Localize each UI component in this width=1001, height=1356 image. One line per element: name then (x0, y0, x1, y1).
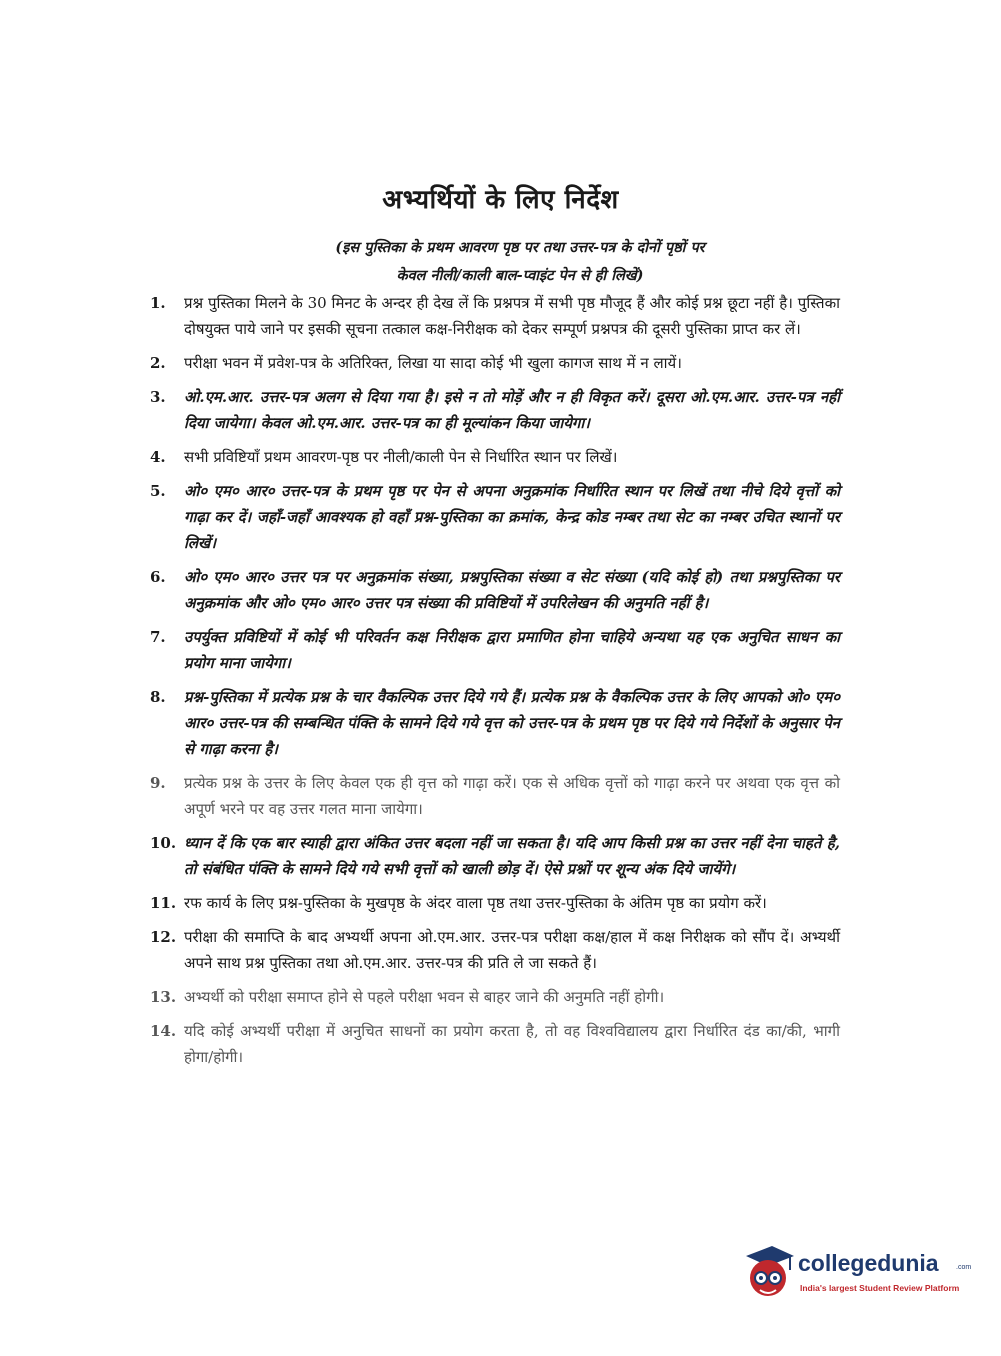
item-number: 8. (150, 688, 166, 706)
item-number: 2. (150, 354, 166, 372)
item-text: अभ्यर्थी को परीक्षा समाप्त होने से पहले परीक्षा भवन से बाहर जाने की अनुमति नहीं होगी। (184, 988, 665, 1006)
item-number: 12. (150, 928, 177, 946)
item-number: 1. (150, 294, 166, 312)
item-text: यदि कोई अभ्यर्थी परीक्षा में अनुचित साधनों का प्रयोग करता है, तो वह विश्वविद्यालय द्वारा निर्धारित दंड का/की, भागी होगा/होगी। (184, 1022, 840, 1066)
item-number: 6. (150, 568, 166, 586)
item-number: 3. (150, 388, 166, 406)
item-text: ओ० एम० आर० उत्तर पत्र पर अनुक्रमांक संख्या, प्रश्नपुस्तिका संख्या व सेट संख्या (यदि कोई हो) तथा प्रश्नपुस्तिका पर अनुक्रमांक और ओ० एम० आर० उत्तर पत्र संख्या की प्रविष्टियों में उपरिलेखन की अनुमति नहीं है। (184, 568, 840, 612)
item-text: उपर्युक्त प्रविष्टियों में कोई भी परिवर्तन कक्ष निरीक्षक द्वारा प्रमाणित होना चाहिये अन्यथा यह एक अनुचित साधन का प्रयोग माना जायेगा। (184, 628, 840, 672)
subtitle-line-2: केवल नीली/काली बाल-प्वाइंट पेन से ही लिखें) (396, 267, 644, 284)
item-number: 10. (150, 834, 177, 852)
item-number: 9. (150, 774, 166, 792)
item-number: 5. (150, 482, 166, 500)
subtitle-line-1: (इस पुस्तिका के प्रथम आवरण पृष्ठ पर तथा उत्तर-पत्र के दोनों पृष्ठों पर (335, 239, 705, 256)
instruction-item (150, 1018, 840, 1070)
item-text: ओ.एम.आर. उत्तर-पत्र अलग से दिया गया है। इसे न तो मोड़ें और न ही विकृत करें। दूसरा ओ.एम.आर. उत्तर-पत्र नहीं दिया जायेगा। केवल ओ.एम.आर. उत्तर-पत्र का ही मूल्यांकन किया जायेगा। (184, 388, 840, 432)
item-number: 13. (150, 988, 177, 1006)
item-text: रफ कार्य के लिए प्रश्न-पुस्तिका के मुखपृष्ठ के अंदर वाला पृष्ठ तथा उत्तर-पुस्तिका के अंतिम पृष्ठ का प्रयोग करें। (184, 894, 767, 912)
instruction-item (150, 384, 840, 436)
mascot-icon (742, 1244, 794, 1300)
instruction-item (150, 564, 840, 616)
instruction-item (150, 350, 840, 376)
instruction-list (150, 290, 840, 1078)
item-number: 14. (150, 1022, 177, 1040)
page-subtitle (200, 234, 840, 290)
logo-suffix: .com (956, 1264, 972, 1271)
item-text: परीक्षा भवन में प्रवेश-पत्र के अतिरिक्त, लिखा या सादा कोई भी खुला कागज साथ में न लायें। (184, 354, 682, 372)
item-text: परीक्षा की समाप्ति के बाद अभ्यर्थी अपना ओ.एम.आर. उत्तर-पत्र परीक्षा कक्ष/हाल में कक्ष निरीक्षक को सौंप दें। अभ्यर्थी अपने साथ प्रश्न पुस्तिका तथा ओ.एम.आर. उत्तर-पत्र की प्रति ले जा सकते हैं। (184, 928, 840, 972)
instruction-item (150, 830, 840, 882)
instruction-item (150, 770, 840, 822)
instruction-item (150, 984, 840, 1010)
item-text: ओ० एम० आर० उत्तर-पत्र के प्रथम पृष्ठ पर पेन से अपना अनुक्रमांक निर्धारित स्थान पर लिखें तथा नीचे दिये वृत्तों को गाढ़ा कर दें। जहाँ-जहाँ आवश्यक हो वहाँ प्रश्न-पुस्तिका का क्रमांक, केन्द्र कोड नम्बर तथा सेट का नम्बर उचित स्थानों पर लिखें। (184, 482, 840, 552)
item-number: 11. (150, 894, 177, 912)
instruction-item (150, 624, 840, 676)
logo-name: collegedunia (798, 1250, 939, 1276)
item-text: प्रश्न पुस्तिका मिलने के 30 मिनट के अन्दर ही देख लें कि प्रश्नपत्र में सभी पृष्ठ मौजूद हैं और कोई प्रश्न छूटा नहीं है। पुस्तिका दोषयुक्त पाये जाने पर इसकी सूचना तत्काल कक्ष-निरीक्षक को देकर सम्पूर्ण प्रश्नपत्र की दूसरी पुस्तिका प्राप्त कर लें। (184, 294, 840, 338)
instruction-item (150, 290, 840, 342)
logo-tagline: India's largest Student Review Platform (800, 1283, 960, 1293)
page-title: अभ्यर्थियों के लिए निर्देश (382, 185, 619, 215)
item-number: 7. (150, 628, 166, 646)
item-text: प्रश्न-पुस्तिका में प्रत्येक प्रश्न के चार वैकल्पिक उत्तर दिये गये हैं। प्रत्येक प्रश्न के वैकल्पिक उत्तर के लिए आपको ओ० एम० आर० उत्तर-पत्र की सम्बन्धित पंक्ति के सामने दिये गये वृत्त को उत्तर-पत्र के प्रथम पृष्ठ पर दिये गये निर्देशों के अनुसार पेन से गाढ़ा करना है। (184, 688, 840, 758)
instruction-item (150, 684, 840, 762)
collegedunia-logo[interactable] (742, 1240, 972, 1310)
instruction-item (150, 890, 840, 916)
item-text: सभी प्रविष्टियाँ प्रथम आवरण-पृष्ठ पर नीली/काली पेन से निर्धारित स्थान पर लिखें। (184, 448, 618, 466)
instruction-item (150, 444, 840, 470)
instruction-item (150, 478, 840, 556)
item-text: प्रत्येक प्रश्न के उत्तर के लिए केवल एक ही वृत्त को गाढ़ा करें। एक से अधिक वृत्तों को गाढ़ा करने पर अथवा एक वृत्त को अपूर्ण भरने पर वह उत्तर गलत माना जायेगा। (184, 774, 840, 818)
item-number: 4. (150, 448, 166, 466)
instruction-item (150, 924, 840, 976)
item-text: ध्यान दें कि एक बार स्याही द्वारा अंकित उत्तर बदला नहीं जा सकता है। यदि आप किसी प्रश्न का उत्तर नहीं देना चाहते है, तो संबंधित पंक्ति के सामने दिये गये सभी वृत्तों को खाली छोड़ दें। ऐसे प्रश्नों पर शून्य अंक दिये जायेंगे। (184, 834, 840, 878)
